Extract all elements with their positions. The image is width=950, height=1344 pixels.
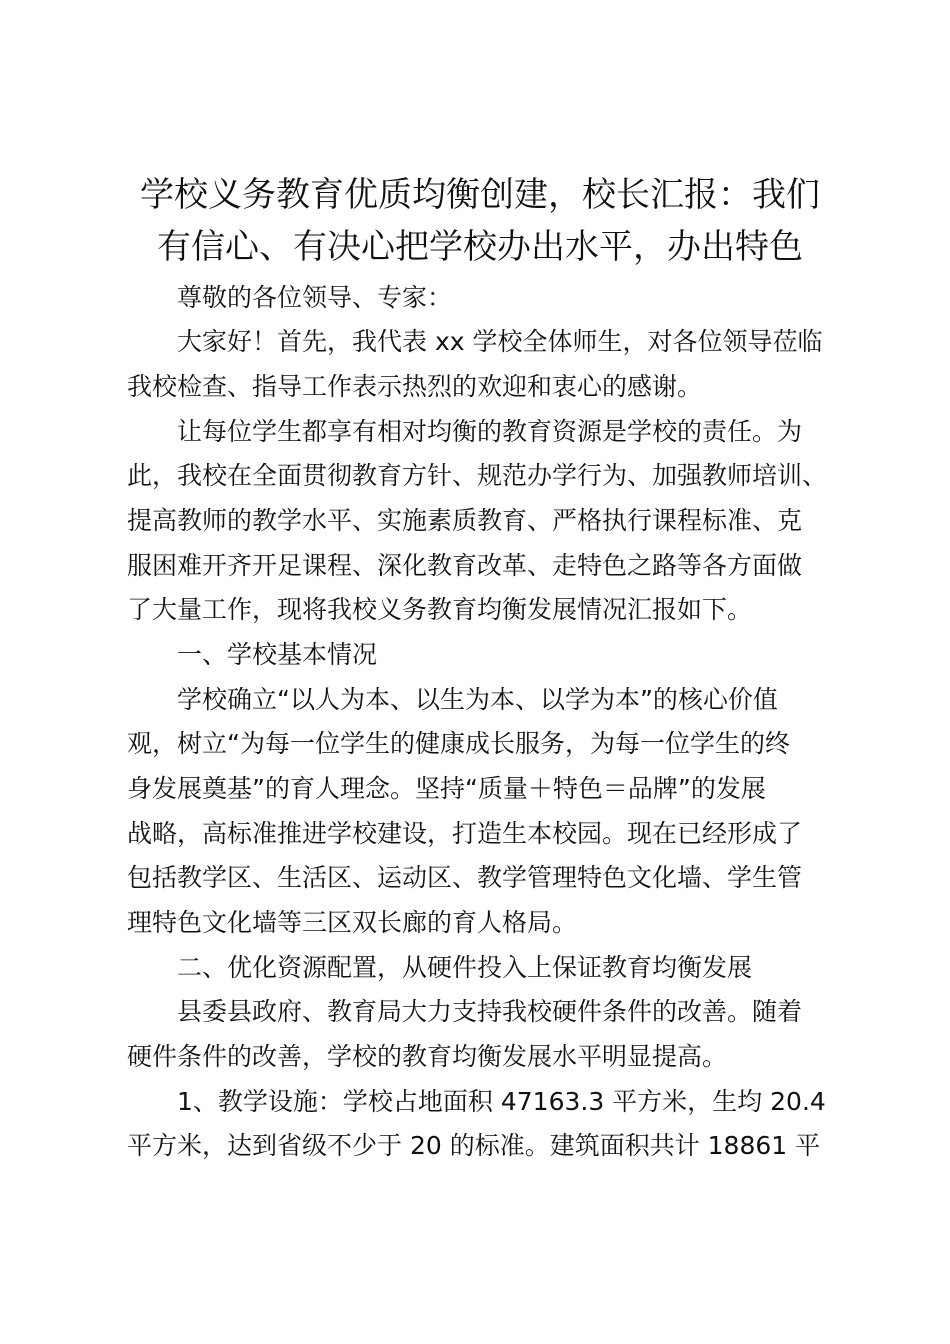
body-line: 1、教学设施：学校占地面积 47163.3 平方米，生均 20.4 xyxy=(177,1087,826,1116)
body-line: 县委县政府、教育局大力支持我校硬件条件的改善。随着 xyxy=(177,997,803,1026)
body-line: 平方米，达到省级不少于 20 的标准。建筑面积共计 18861 平 xyxy=(127,1131,821,1160)
body-line: 包括教学区、生活区、运动区、教学管理特色文化墙、学生管 xyxy=(127,863,803,892)
salutation: 尊敬的各位领导、专家： xyxy=(177,283,453,312)
section-heading-2: 二、优化资源配置，从硬件投入上保证教育均衡发展 xyxy=(177,953,753,982)
body-line: 我校检查、指导工作表示热烈的欢迎和衷心的感谢。 xyxy=(127,372,703,401)
body-line: 观，树立“为每一位学生的健康成长服务，为每一位学生的终 xyxy=(127,729,790,758)
body-line: 了大量工作，现将我校义务教育均衡发展情况汇报如下。 xyxy=(127,595,753,624)
body-line: 学校确立“以人为本、以生为本、以学为本”的核心价值 xyxy=(177,685,778,714)
body-line: 服困难开齐开足课程、深化教育改革、走特色之路等各方面做 xyxy=(127,551,803,580)
body-line: 硬件条件的改善，学校的教育均衡发展水平明显提高。 xyxy=(127,1042,728,1071)
body-line: 理特色文化墙等三区双长廊的育人格局。 xyxy=(127,908,578,937)
body-line: 战略，高标准推进学校建设，打造生本校园。现在已经形成了 xyxy=(127,819,803,848)
document-title-line-2: 有信心、有决心把学校办出水平，办出特色 xyxy=(157,227,803,267)
body-line: 此，我校在全面贯彻教育方针、规范办学行为、加强教师培训、 xyxy=(127,461,828,490)
section-heading-1: 一、学校基本情况 xyxy=(177,640,378,669)
body-line: 让每位学生都享有相对均衡的教育资源是学校的责任。为 xyxy=(177,417,803,446)
document-title-line-1: 学校义务教育优质均衡创建，校长汇报：我们 xyxy=(140,175,820,215)
body-line: 提高教师的教学水平、实施素质教育、严格执行课程标准、克 xyxy=(127,506,803,535)
body-line: 身发展奠基”的育人理念。坚持“质量＋特色＝品牌”的发展 xyxy=(127,774,766,803)
body-line: 大家好！首先，我代表 xx 学校全体师生，对各位领导莅临 xyxy=(177,327,823,356)
